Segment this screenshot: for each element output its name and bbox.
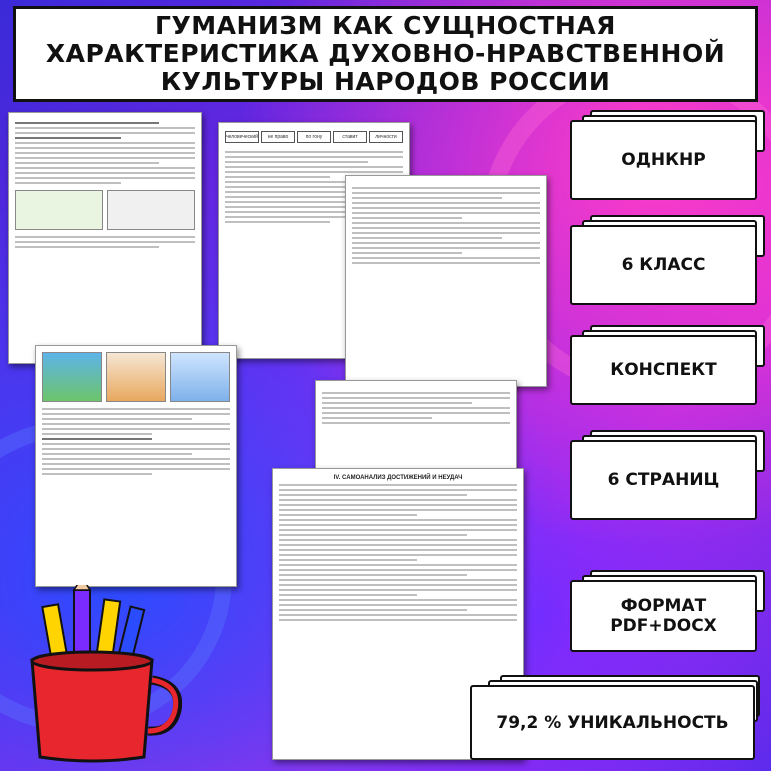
tag-label: 6 СТРАНИЦ — [570, 440, 757, 520]
title-banner — [13, 6, 758, 102]
document-page-1 — [8, 112, 202, 364]
doc-table — [225, 131, 403, 143]
title-line-2: ХАРАКТЕРИСТИКА ДУХОВНО-НРАВСТВЕННОЙ — [45, 39, 726, 68]
lesson-picture — [107, 190, 195, 230]
document-page-4 — [35, 345, 237, 587]
doc-table-cell: по гону — [297, 131, 331, 143]
doc-table-cell: ставит — [333, 131, 367, 143]
lesson-picture — [170, 352, 230, 402]
tag-label: КОНСПЕКТ — [570, 335, 757, 405]
pencil-mug-icon — [12, 585, 182, 765]
tag-label: ФОРМАТ PDF+DOCX — [570, 580, 757, 652]
doc-table-cell: личности — [369, 131, 403, 143]
title-line-3: КУЛЬТУРЫ НАРОДОВ РОССИИ — [160, 67, 611, 96]
lesson-picture — [15, 190, 103, 230]
document-page-3 — [345, 175, 547, 387]
doc-heading: IV. САМОАНАЛИЗ ДОСТИЖЕНИЙ И НЕУДАЧ — [333, 475, 463, 481]
lesson-picture — [42, 352, 102, 402]
doc-table-cell: человеческий — [225, 131, 259, 143]
tag-label: 79,2 % УНИКАЛЬНОСТЬ — [470, 685, 755, 760]
doc-table-cell: не право — [261, 131, 295, 143]
tag-label: 6 КЛАСС — [570, 225, 757, 305]
page-title — [46, 12, 725, 96]
lesson-picture — [106, 352, 166, 402]
title-line-1: ГУМАНИЗМ КАК СУЩНОСТНАЯ — [155, 11, 616, 40]
tag-label: ОДНКНР — [570, 120, 757, 200]
